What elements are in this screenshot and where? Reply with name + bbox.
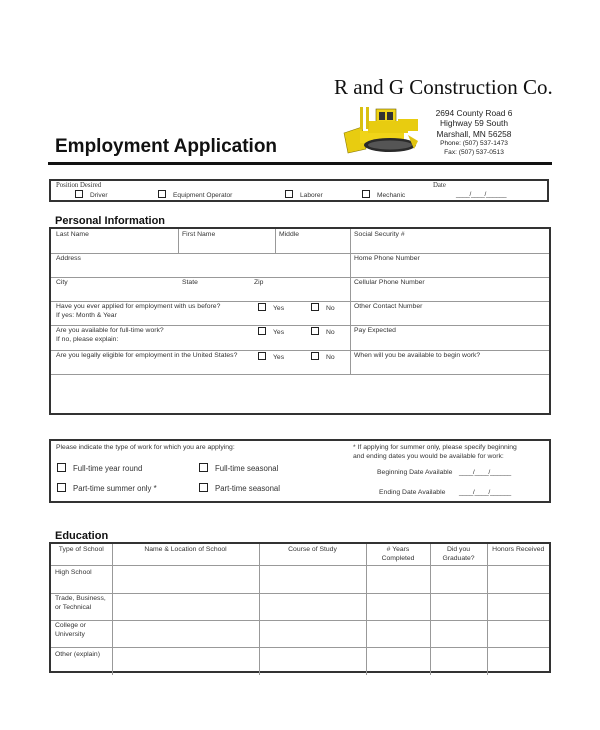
full-time-question: Are you available for full-time work?: [56, 327, 164, 334]
col-name-location: Name & Location of School: [112, 544, 259, 566]
beginning-date-label: Beginning Date Available: [377, 469, 453, 476]
checkbox[interactable]: [311, 327, 319, 335]
cell-phone-field[interactable]: Cellular Phone Number: [354, 279, 425, 286]
fax-number: Fax: (507) 537-0513: [444, 149, 504, 157]
eligible-question: Are you legally eligible for employment in the United States?: [56, 352, 238, 359]
title-divider: [48, 162, 552, 165]
checkbox[interactable]: [158, 190, 166, 198]
applied-before-yes[interactable]: Yes: [258, 303, 284, 312]
city-field[interactable]: City: [56, 279, 68, 286]
address-field[interactable]: Address: [56, 255, 81, 262]
row-label-other: Other (explain): [51, 648, 112, 675]
applied-before-question: Have you ever applied for employment with us before?: [56, 303, 221, 310]
form-title: Employment Application: [55, 136, 278, 157]
zip-field[interactable]: Zip: [254, 279, 264, 286]
years-cell[interactable]: [366, 621, 430, 648]
eligible-yes[interactable]: Yes: [258, 352, 284, 361]
address-line3: Marshall, MN 56258: [436, 128, 512, 139]
course-cell[interactable]: [259, 594, 366, 621]
work-type-parttime-seasonal[interactable]: Part-time seasonal: [199, 483, 280, 493]
full-time-yes[interactable]: Yes: [258, 327, 284, 336]
checkbox[interactable]: [285, 190, 293, 198]
address-line2: Highway 59 South: [440, 118, 508, 129]
middle-name-field[interactable]: Middle: [279, 231, 300, 238]
col-honors: Honors Received: [487, 544, 549, 566]
honors-cell[interactable]: [487, 648, 549, 675]
date-label: Date: [433, 182, 446, 189]
row-label-college: College or University: [51, 621, 112, 648]
years-cell[interactable]: [366, 594, 430, 621]
graduated-cell[interactable]: [430, 648, 487, 675]
checkbox[interactable]: [57, 463, 66, 472]
col-course-of-study: Course of Study: [259, 544, 366, 566]
col-years-completed: # Years Completed: [366, 544, 430, 566]
checkbox[interactable]: [258, 327, 266, 335]
full-time-no[interactable]: No: [311, 327, 335, 336]
personal-info-heading: Personal Information: [55, 215, 166, 227]
years-cell[interactable]: [366, 648, 430, 675]
applied-before-date-field[interactable]: If yes: Month & Year: [56, 312, 117, 319]
checkbox[interactable]: [75, 190, 83, 198]
personal-info-table: [49, 227, 551, 415]
beginning-date-field[interactable]: ____/____/______: [459, 469, 511, 476]
col-graduated: Did you Graduate?: [430, 544, 487, 566]
graduated-cell[interactable]: [430, 566, 487, 594]
summer-note-line1: * If applying for summer only, please specify beginning: [353, 444, 517, 451]
row-label-trade: Trade, Business, or Technical: [51, 594, 112, 621]
phone-number: Phone: (507) 537-1473: [440, 139, 508, 147]
course-cell[interactable]: [259, 621, 366, 648]
home-phone-field[interactable]: Home Phone Number: [354, 255, 420, 262]
education-header-row: [51, 544, 549, 566]
begin-work-field[interactable]: When will you be available to begin work?: [354, 352, 481, 359]
ssn-field[interactable]: Social Security #: [354, 231, 405, 238]
school-name-cell[interactable]: [112, 594, 259, 621]
checkbox[interactable]: [57, 483, 66, 492]
work-type-fulltime-seasonal[interactable]: Full-time seasonal: [199, 463, 278, 473]
address-line1: 2694 County Road 6: [435, 108, 513, 118]
checkbox[interactable]: [362, 190, 370, 198]
row-label-high-school: High School: [51, 566, 112, 594]
years-cell[interactable]: [366, 566, 430, 594]
work-type-box: [49, 439, 551, 503]
company-address: [430, 108, 518, 158]
last-name-field[interactable]: Last Name: [56, 231, 89, 238]
applied-before-no[interactable]: No: [311, 303, 335, 312]
honors-cell[interactable]: [487, 566, 549, 594]
course-cell[interactable]: [259, 648, 366, 675]
position-option-equipment-operator[interactable]: Equipment Operator: [158, 190, 232, 199]
bulldozer-icon: [342, 103, 420, 155]
checkbox[interactable]: [199, 463, 208, 472]
table-row: [51, 594, 549, 621]
graduated-cell[interactable]: [430, 621, 487, 648]
eligible-no[interactable]: No: [311, 352, 335, 361]
checkbox[interactable]: [311, 303, 319, 311]
work-type-parttime-summer[interactable]: Part-time summer only *: [57, 483, 157, 493]
position-desired-label: Position Desired: [56, 182, 102, 189]
first-name-field[interactable]: First Name: [182, 231, 216, 238]
position-desired-box: [49, 179, 549, 202]
education-heading: Education: [55, 530, 109, 542]
state-field[interactable]: State: [182, 279, 198, 286]
checkbox[interactable]: [199, 483, 208, 492]
ending-date-label: Ending Date Available: [379, 489, 446, 496]
checkbox[interactable]: [311, 352, 319, 360]
summer-note-line2: and ending dates you would be available for work:: [353, 453, 504, 460]
table-row: [51, 621, 549, 648]
checkbox[interactable]: [258, 303, 266, 311]
checkbox[interactable]: [258, 352, 266, 360]
company-name: R and G Construction Co.: [334, 75, 553, 99]
education-table: [49, 542, 551, 673]
course-cell[interactable]: [259, 566, 366, 594]
pay-expected-field[interactable]: Pay Expected: [354, 327, 396, 334]
honors-cell[interactable]: [487, 594, 549, 621]
work-type-prompt: Please indicate the type of work for which you are applying:: [56, 444, 235, 451]
other-contact-field[interactable]: Other Contact Number: [354, 303, 423, 310]
school-name-cell[interactable]: [112, 566, 259, 594]
date-field[interactable]: ____/____/______: [456, 191, 507, 198]
position-option-laborer[interactable]: Laborer: [285, 190, 323, 199]
full-time-explain-field[interactable]: If no, please explain:: [56, 336, 119, 343]
ending-date-field[interactable]: ____/____/______: [459, 489, 511, 496]
position-option-driver[interactable]: Driver: [75, 190, 108, 199]
table-row: [51, 566, 549, 594]
school-name-cell[interactable]: [112, 621, 259, 648]
col-type-of-school: Type of School: [51, 544, 112, 566]
position-option-mechanic[interactable]: Mechanic: [362, 190, 405, 199]
graduated-cell[interactable]: [430, 594, 487, 621]
honors-cell[interactable]: [487, 621, 549, 648]
work-type-fulltime-year-round[interactable]: Full-time year round: [57, 463, 142, 473]
table-row: [51, 648, 549, 675]
school-name-cell[interactable]: [112, 648, 259, 675]
